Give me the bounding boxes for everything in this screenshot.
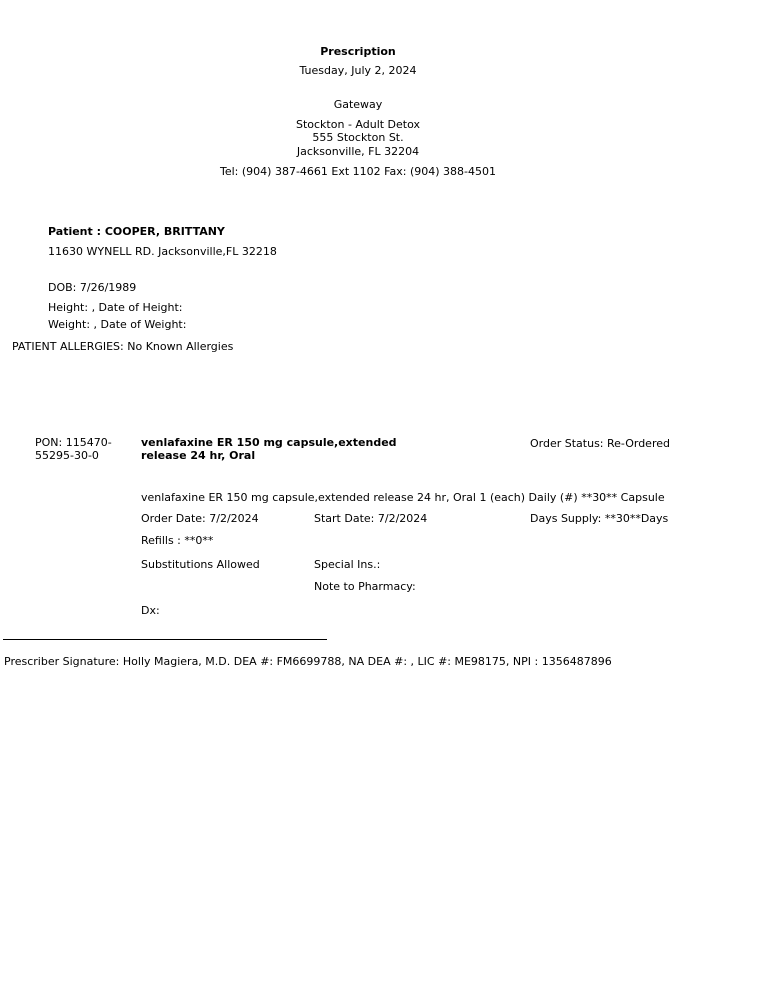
patient-height: Height: , Date of Height: <box>48 301 183 314</box>
pon-line2: 55295-30-0 <box>35 449 99 462</box>
diagnosis: Dx: <box>141 604 160 617</box>
order-date: Order Date: 7/2/2024 <box>141 512 259 525</box>
signature-line <box>3 639 327 640</box>
facility-name: Stockton - Adult Detox <box>295 118 421 131</box>
facility-address-line1: 555 Stockton St. <box>312 131 404 144</box>
pon-line1: PON: 115470- <box>35 436 112 449</box>
patient-allergies: PATIENT ALLERGIES: No Known Allergies <box>12 340 234 353</box>
document-date: Tuesday, July 2, 2024 <box>299 64 417 77</box>
organization-name: Gateway <box>333 98 383 111</box>
patient-name: Patient : COOPER, BRITTANY <box>48 225 225 238</box>
drug-title-line2: release 24 hr, Oral <box>141 449 256 462</box>
special-instructions: Special Ins.: <box>314 558 381 571</box>
patient-address: 11630 WYNELL RD. Jacksonville,FL 32218 <box>48 245 277 258</box>
prescriber-signature: Prescriber Signature: Holly Magiera, M.D. DEA #: FM6699788, NA DEA #: , LIC #: ME98175, NPI : 1356487896 <box>4 655 612 668</box>
facility-contact: Tel: (904) 387-4661 Ext 1102 Fax: (904) 388-4501 <box>220 165 496 178</box>
document-title: Prescription <box>320 45 396 58</box>
drug-title-line1: venlafaxine ER 150 mg capsule,extended <box>141 436 397 449</box>
drug-sig: venlafaxine ER 150 mg capsule,extended release 24 hr, Oral 1 (each) Daily (#) **30** Capsule <box>141 491 665 504</box>
note-to-pharmacy: Note to Pharmacy: <box>314 580 416 593</box>
facility-address-line2: Jacksonville, FL 32204 <box>296 145 420 158</box>
order-status: Order Status: Re-Ordered <box>530 437 670 450</box>
refills: Refills : **0** <box>141 534 214 547</box>
patient-dob: DOB: 7/26/1989 <box>48 281 137 294</box>
substitutions: Substitutions Allowed <box>141 558 260 571</box>
start-date: Start Date: 7/2/2024 <box>314 512 428 525</box>
patient-weight: Weight: , Date of Weight: <box>48 318 187 331</box>
days-supply: Days Supply: **30**Days <box>530 512 669 525</box>
